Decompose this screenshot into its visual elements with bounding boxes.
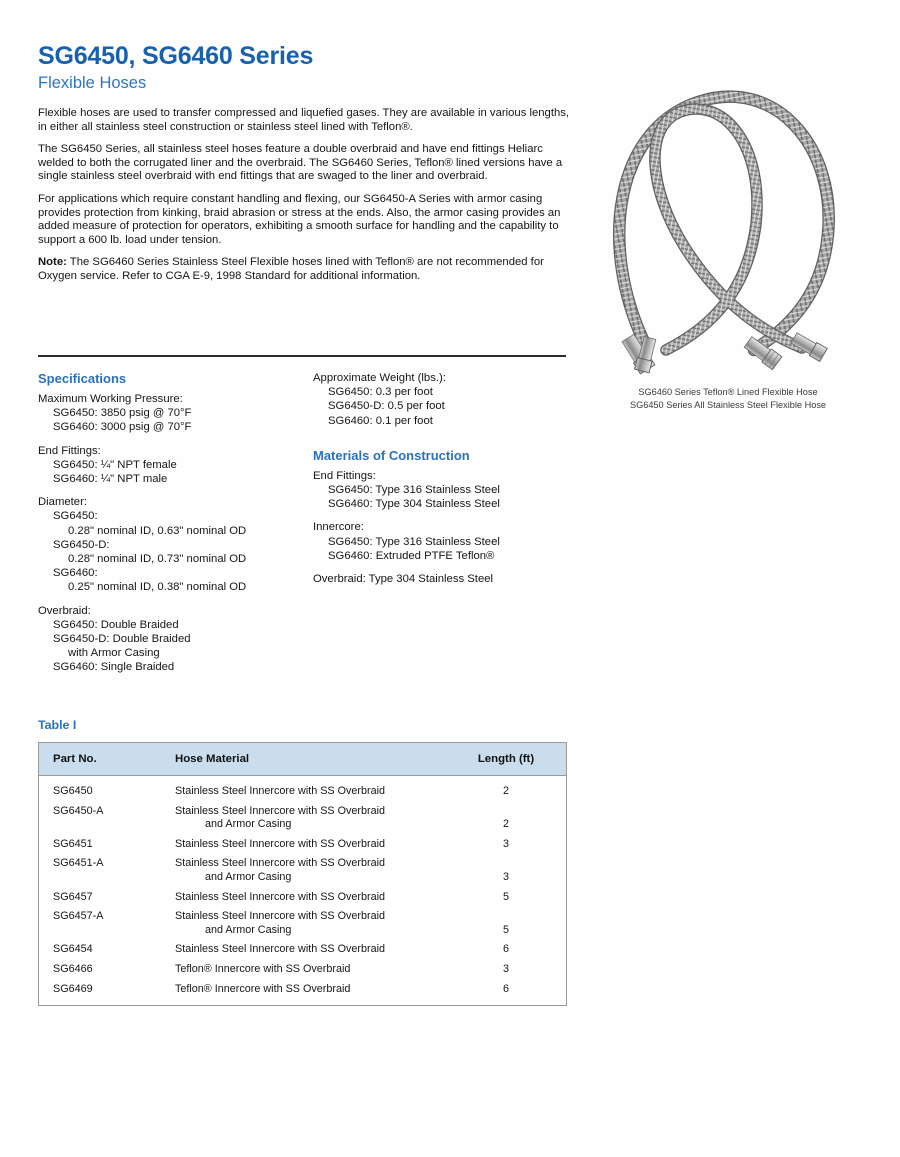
column-header-hose-material: Hose Material <box>165 743 446 776</box>
photo-caption-line-1: SG6460 Series Teflon® Lined Flexible Hose <box>638 387 818 397</box>
cell-length: 5 <box>502 890 509 903</box>
materials-overbraid: Overbraid: Type 304 Stainless Steel <box>313 573 494 586</box>
end-fittings-sg6460: SG6460: ¼" NPT male <box>53 473 168 486</box>
overbraid-sg6450d-cont: with Armor Casing <box>68 647 160 660</box>
diameter-value-sg6460: 0.25" nominal ID, 0.38" nominal OD <box>68 581 247 594</box>
cell-part-no: SG6457 <box>53 890 93 903</box>
material-line-1: Stainless Steel Innercore with SS Overbraid <box>175 890 386 903</box>
table-row <box>39 776 566 801</box>
cell-length: 2 <box>502 785 509 797</box>
diameter-value-sg6450d: 0.28" nominal ID, 0.73" nominal OD <box>68 553 247 566</box>
weight-sg6450: SG6450: 0.3 per foot <box>328 386 433 399</box>
material-line-1: Teflon® Innercore with SS Overbraid <box>175 962 351 975</box>
overbraid-sg6460: SG6460: Single Braided <box>53 661 175 674</box>
materials-innercore-sg6460: SG6460: Extruded PTFE Teflon® <box>328 549 495 562</box>
photo-caption <box>578 386 878 411</box>
section-divider <box>38 355 566 357</box>
specifications-heading: Specifications <box>38 371 127 386</box>
diameter-label: Diameter: <box>38 496 87 509</box>
table-row <box>39 887 566 907</box>
cell-length: 6 <box>502 943 509 956</box>
product-photo <box>588 38 880 378</box>
spec-group-end-fittings <box>38 444 306 487</box>
length-value: 2 <box>502 818 509 831</box>
cell-part-no: SG6450-A <box>53 804 104 817</box>
cell-hose-material <box>165 906 446 939</box>
material-line-1: Stainless Steel Innercore with SS Overbraid <box>175 857 386 870</box>
intro-paragraph-1: Flexible hoses are used to transfer compressed and liquefied gases. They are available in various lengths, in either all stainless steel construction or stainless steel lined with Teflon®. <box>38 107 570 133</box>
cell-length <box>446 801 566 834</box>
cell-hose-material <box>165 887 446 907</box>
diameter-sub-sg6450d: SG6450-D: <box>53 538 110 551</box>
material-line-1: Stainless Steel Innercore with SS Overbraid <box>175 785 386 797</box>
materials-group-end-fittings <box>313 469 575 512</box>
material-line-1: Stainless Steel Innercore with SS Overbraid <box>175 837 386 850</box>
materials-end-fittings-label: End Fittings: <box>313 469 376 482</box>
parts-table <box>39 743 566 1005</box>
pressure-label: Maximum Working Pressure: <box>38 393 183 405</box>
weight-label: Approximate Weight (lbs.): <box>313 372 446 384</box>
table-row <box>39 979 566 1006</box>
cell-part-no: SG6451-A <box>53 857 104 870</box>
weight-sg6450d: SG6450-D: 0.5 per foot <box>328 400 445 413</box>
cell-part-no: SG6454 <box>53 943 93 956</box>
cell-hose-material <box>165 801 446 834</box>
materials-group-overbraid <box>313 572 575 586</box>
photo-caption-line-2: SG6450 Series All Stainless Steel Flexible Hose <box>629 399 827 410</box>
spec-group-overbraid <box>38 604 306 675</box>
length-value: 3 <box>502 870 509 883</box>
cell-part-no: SG6451 <box>53 837 93 850</box>
table-title: Table I <box>38 718 77 732</box>
material-line-2: and Armor Casing <box>205 923 292 936</box>
cell-hose-material <box>165 939 446 959</box>
intro-paragraph-2: The SG6450 Series, all stainless steel hoses feature a double overbraid and have end fittings Heliarc welded to both the corrugated liner and the overbraid. The SG6460 Series, Teflon® lined versions have a single stainless steel overbraid with end fittings that are swaged to the liner and overbraid. <box>38 143 563 183</box>
length-value: 5 <box>502 923 509 936</box>
cell-hose-material <box>165 853 446 886</box>
materials-heading: Materials of Construction <box>313 447 470 463</box>
material-line-1: Teflon® Innercore with SS Overbraid <box>175 982 351 995</box>
materials-group-innercore <box>313 520 575 563</box>
materials-column <box>313 371 575 586</box>
cell-hose-material <box>165 834 446 854</box>
material-line-1: Stainless Steel Innercore with SS Overbraid <box>175 804 386 817</box>
note-text: The SG6460 Series Stainless Steel Flexible hoses lined with Teflon® are not recommended for Oxygen service. Refer to CGA E-9, 1998 Standard for additional information. <box>38 256 544 282</box>
cell-length: 6 <box>502 982 509 995</box>
overbraid-label: Overbraid: <box>38 604 91 617</box>
diameter-sub-sg6460: SG6460: <box>53 567 98 580</box>
table-row <box>39 939 566 959</box>
spec-group-weight <box>313 371 575 428</box>
spec-group-pressure <box>38 392 306 435</box>
parts-table-head <box>39 743 566 776</box>
cell-hose-material <box>165 959 446 979</box>
cell-part-no: SG6450 <box>53 785 93 797</box>
materials-end-fittings-sg6460: SG6460: Type 304 Stainless Steel <box>328 498 500 511</box>
note-label: Note: <box>38 256 67 269</box>
column-header-length: Length (ft) <box>446 743 566 776</box>
cell-part-no: SG6466 <box>53 962 93 975</box>
parts-table-container <box>38 742 567 1006</box>
materials-end-fittings-sg6450: SG6450: Type 316 Stainless Steel <box>328 484 500 497</box>
material-line-1: Stainless Steel Innercore with SS Overbraid <box>175 910 386 923</box>
parts-table-body <box>39 776 566 1006</box>
cell-length: 3 <box>502 962 509 975</box>
cell-length: 3 <box>502 837 509 850</box>
flexible-hose-illustration <box>588 38 880 378</box>
diameter-sub-sg6450: SG6450: <box>53 510 98 523</box>
table-row <box>39 959 566 979</box>
page-subtitle: Flexible Hoses <box>38 74 147 92</box>
column-header-part-no: Part No. <box>39 743 165 776</box>
weight-sg6460: SG6460: 0.1 per foot <box>328 414 433 427</box>
table-row <box>39 853 566 886</box>
cell-length <box>446 906 566 939</box>
end-fittings-label: End Fittings: <box>38 444 101 457</box>
end-fittings-sg6450: SG6450: ¼" NPT female <box>53 458 177 471</box>
cell-hose-material <box>165 776 446 801</box>
intro-text-block <box>38 107 570 284</box>
material-line-1: Stainless Steel Innercore with SS Overbraid <box>175 943 386 956</box>
diameter-value-sg6450: 0.28" nominal ID, 0.63" nominal OD <box>68 524 247 537</box>
materials-innercore-sg6450: SG6450: Type 316 Stainless Steel <box>328 535 500 548</box>
table-row <box>39 906 566 939</box>
materials-innercore-label: Innercore: <box>313 521 364 534</box>
overbraid-sg6450: SG6450: Double Braided <box>53 618 179 631</box>
intro-paragraph-3: For applications which require constant handling and flexing, our SG6450-A Series with armor casing provides protection from kinking, braid abrasion or stress at the ends. Also, the armor casing provides an added measure of protection for operators, exhibiting a smooth surface for handling and the capability to support a 600 lb. load under tension. <box>38 192 561 246</box>
cell-part-no: SG6469 <box>53 982 93 995</box>
table-row <box>39 834 566 854</box>
page-title: SG6450, SG6460 Series <box>38 42 314 70</box>
cell-length <box>446 853 566 886</box>
pressure-value-sg6460: SG6460: 3000 psig @ 70°F <box>53 421 192 434</box>
table-header-row <box>39 743 566 776</box>
spec-group-diameter <box>38 495 306 594</box>
pressure-value-sg6450: SG6450: 3850 psig @ 70°F <box>53 407 192 420</box>
overbraid-sg6450d: SG6450-D: Double Braided <box>53 633 191 646</box>
cell-hose-material <box>165 979 446 1006</box>
cell-part-no: SG6457-A <box>53 910 104 923</box>
material-line-2: and Armor Casing <box>205 818 292 831</box>
material-line-2: and Armor Casing <box>205 870 292 883</box>
specifications-column <box>38 371 306 675</box>
table-row <box>39 801 566 834</box>
intro-note <box>38 256 570 283</box>
